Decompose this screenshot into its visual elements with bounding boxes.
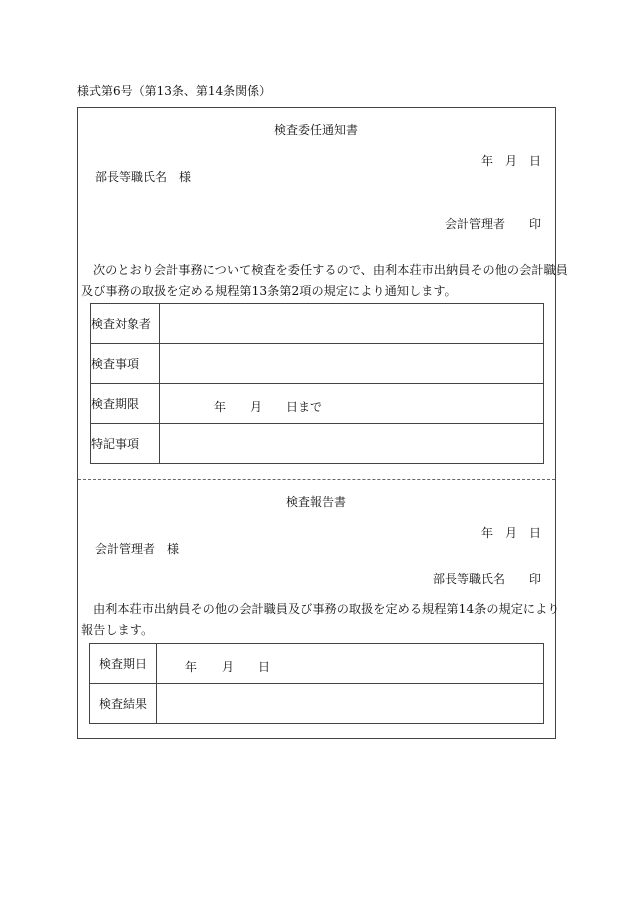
row-label-inspection-result: 検査結果	[90, 684, 157, 724]
table-row	[91, 424, 544, 464]
table-row	[90, 644, 544, 684]
report-addressee: 会計管理者 様	[95, 542, 180, 556]
inspection-date-year-label: 年	[185, 660, 198, 674]
row-value-inspection-deadline	[160, 384, 544, 424]
table-row	[91, 384, 544, 424]
inspection-date-month-label: 月	[222, 660, 235, 674]
row-value-inspection-target	[160, 304, 544, 344]
deadline-month-label: 月	[250, 400, 263, 414]
notice-body-line-1: 次のとおり会計事務について検査を委任するので、由利本荘市出納員その他の会計職員	[93, 263, 568, 277]
row-label-inspection-date: 検査期日	[90, 644, 157, 684]
report-table	[89, 643, 544, 724]
report-body-line-1: 由利本荘市出納員その他の会計職員及び事務の取扱を定める規程第14条の規定により	[93, 602, 560, 616]
deadline-day-label: 日まで	[286, 400, 323, 414]
table-row	[90, 684, 544, 724]
notice-body-line-2: 及び事務の取扱を定める規程第13条第2項の規定により通知します。	[81, 284, 457, 298]
row-value-special-notes	[160, 424, 544, 464]
inspection-date-day-label: 日	[258, 660, 271, 674]
row-label-inspection-deadline: 検査期限	[91, 384, 160, 424]
report-date-line: 年 月 日	[481, 526, 542, 540]
row-label-special-notes: 特記事項	[91, 424, 160, 464]
table-row	[91, 304, 544, 344]
row-label-inspection-items: 検査事項	[91, 344, 160, 384]
form-number-header: 様式第6号（第13条、第14条関係）	[77, 84, 272, 98]
row-value-inspection-items	[160, 344, 544, 384]
notice-addressee: 部長等職氏名 様	[95, 170, 192, 184]
row-value-inspection-date	[157, 644, 544, 684]
notice-sender: 会計管理者 印	[445, 217, 542, 231]
row-value-inspection-result	[157, 684, 544, 724]
section-divider	[78, 479, 555, 480]
notice-table	[90, 303, 544, 464]
row-label-inspection-target: 検査対象者	[91, 304, 160, 344]
report-title: 検査報告書	[286, 495, 347, 509]
report-sender: 部長等職氏名 印	[433, 572, 542, 586]
table-row	[91, 344, 544, 384]
notice-date-line: 年 月 日	[481, 154, 542, 168]
report-body-line-2: 報告します。	[81, 623, 154, 637]
notice-title: 検査委任通知書	[274, 123, 359, 137]
deadline-year-label: 年	[214, 400, 227, 414]
